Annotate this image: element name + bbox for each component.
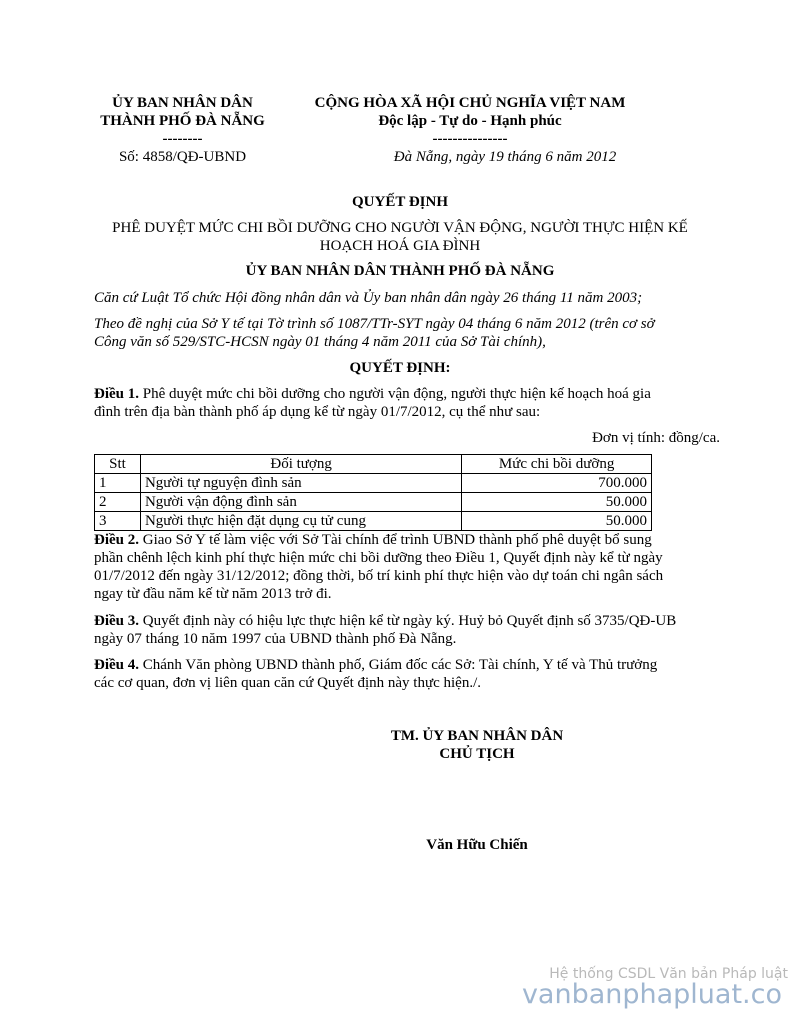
article-1-label: Điều 1. <box>94 386 139 402</box>
signature-title-line2: CHỦ TỊCH <box>439 746 515 762</box>
authority-heading: ỦY BAN NHÂN DÂN THÀNH PHỐ ĐÀ NẴNG <box>245 263 555 279</box>
article-2-text-line4: ngay từ đầu năm kế từ năm 2013 trở đi. <box>94 586 332 602</box>
watermark-site: vanbanphapluat.co <box>521 979 782 1010</box>
issuing-authority-line2: THÀNH PHỐ ĐÀ NẴNG <box>100 113 265 129</box>
row-subject: Người vận động đình sản <box>140 493 461 512</box>
row-rate: 700.000 <box>462 474 652 493</box>
table-row <box>95 493 652 512</box>
article-4-text-line2: các cơ quan, đơn vị liên quan căn cứ Quyết định này thực hiện./. <box>94 675 482 691</box>
row-rate: 50.000 <box>462 493 652 512</box>
row-subject: Người thực hiện đặt dụng cụ tử cung <box>140 512 461 531</box>
national-motto: Độc lập - Tự do - Hạnh phúc <box>378 113 562 129</box>
article-2 <box>94 531 724 603</box>
article-2-text-line1: Giao Sở Y tế làm việc với Sở Tài chính để trình UBND thành phố phê duyệt bổ sung <box>139 532 652 548</box>
article-2-label: Điều 2. <box>94 532 139 548</box>
article-1 <box>94 385 724 421</box>
column-header-stt: Stt <box>95 455 141 474</box>
row-stt: 3 <box>95 512 141 531</box>
article-2-text-line2: phần chênh lệch kinh phí thực hiện mức chi bồi dưỡng theo Điều 1, Quyết định này kể từ ngày <box>94 550 663 566</box>
article-1-text-line2: đình trên địa bàn thành phố áp dụng kể từ ngày 01/7/2012, cụ thể như sau: <box>94 404 541 420</box>
table-row <box>95 512 652 531</box>
legal-basis-1: Căn cứ Luật Tổ chức Hội đồng nhân dân và Ủy ban nhân dân ngày 26 tháng 11 năm 2003; <box>94 290 643 306</box>
article-3-text-line1: Quyết định này có hiệu lực thực hiện kể từ ngày ký. Huỷ bỏ Quyết định số 3735/QĐ-UB <box>139 613 677 629</box>
document-subject-line2: HOẠCH HOÁ GIA ĐÌNH <box>319 238 481 254</box>
unit-note: Đơn vị tính: đồng/ca. <box>592 430 720 446</box>
decides-heading: QUYẾT ĐỊNH: <box>349 360 451 376</box>
column-header-subject: Đối tượng <box>140 455 461 474</box>
article-3-text-line2: ngày 07 tháng 10 năm 1997 của UBND thành phố Đà Nẵng. <box>94 631 457 647</box>
table-header-row <box>95 455 652 474</box>
issuing-authority-line1: ỦY BAN NHÂN DÂN <box>112 95 253 111</box>
row-subject: Người tự nguyện đình sản <box>140 474 461 493</box>
document-subject <box>80 219 720 255</box>
article-1-text-line1: Phê duyệt mức chi bồi dưỡng cho người vận động, người thực hiện kế hoạch hoá gia <box>139 386 651 402</box>
row-rate: 50.000 <box>462 512 652 531</box>
issuing-authority-block <box>80 94 285 166</box>
watermark-line1: Hệ thống CSDL Văn bản Pháp luật <box>549 966 788 982</box>
header-left-divider: -------- <box>162 131 203 147</box>
legal-basis-2 <box>94 315 724 351</box>
article-3-label: Điều 3. <box>94 613 139 629</box>
place-and-date: Đà Nẵng, ngày 19 tháng 6 năm 2012 <box>393 149 617 165</box>
signature-block <box>352 727 602 763</box>
article-4-label: Điều 4. <box>94 657 139 673</box>
signature-title-line1: TM. ỦY BAN NHÂN DÂN <box>390 728 564 744</box>
legal-basis-2-line1: Theo đề nghị của Sở Y tế tại Tờ trình số 1087/TTr-SYT ngày 04 tháng 6 năm 2012 (trên cơ sở <box>94 316 655 332</box>
allowance-table <box>94 454 652 531</box>
row-stt: 2 <box>95 493 141 512</box>
document-subject-line1: PHÊ DUYỆT MỨC CHI BỒI DƯỠNG CHO NGƯỜI VẬN ĐỘNG, NGƯỜI THỰC HIỆN KẾ <box>112 220 688 236</box>
document-type-title: QUYẾT ĐỊNH <box>352 194 448 210</box>
header-right-divider: --------------- <box>432 131 508 147</box>
document-number: Số: 4858/QĐ-UBND <box>118 149 247 165</box>
article-2-text-line3: 01/7/2012 đến ngày 31/12/2012; đồng thời, bố trí kinh phí thực hiện vào dự toán chi ngân sách <box>94 568 664 584</box>
article-4-text-line1: Chánh Văn phòng UBND thành phố, Giám đốc các Sở: Tài chính, Y tế và Thủ trưởng <box>139 657 658 673</box>
country-name: CỘNG HÒA XÃ HỘI CHỦ NGHĨA VIỆT NAM <box>314 95 626 111</box>
signer-name: Văn Hữu Chiến <box>426 837 528 853</box>
article-4 <box>94 656 724 692</box>
national-header-block <box>290 94 650 166</box>
column-header-rate: Mức chi bồi dưỡng <box>462 455 652 474</box>
legal-basis-2-line2: Công văn số 529/STC-HCSN ngày 01 tháng 4 năm 2011 của Sở Tài chính), <box>94 334 546 350</box>
table-row <box>95 474 652 493</box>
article-3 <box>94 612 724 648</box>
row-stt: 1 <box>95 474 141 493</box>
